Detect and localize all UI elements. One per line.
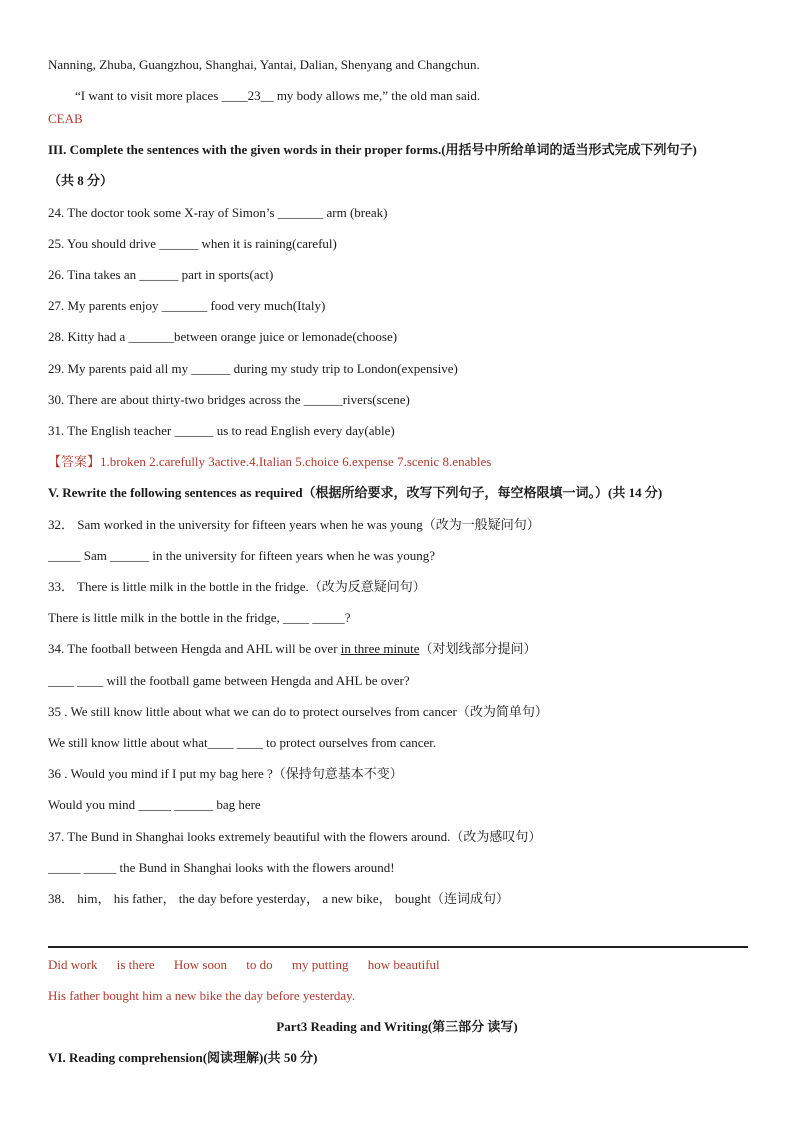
part-3-title: Part3 Reading and Writing(第三部分 读写) [276, 1019, 518, 1034]
question-34-text: 34. The football between Hengda and AHL will be over [48, 641, 341, 656]
quote-line: “I want to visit more places ____23__ my body allows me,” the old man said. [75, 88, 481, 103]
answer-38: His father bought him a new bike the day before yesterday. [48, 988, 356, 1003]
section-6-heading: VI. Reading comprehension(阅读理解)(共 50 分) [48, 1050, 318, 1065]
question-32-rewrite: _____ Sam ______ in the university for fifteen years when he was young? [48, 548, 436, 563]
question-36: 36 . Would you mind if I put my bag here ?（保持句意基本不变） [48, 766, 403, 781]
question-36-rewrite: Would you mind _____ ______ bag here [48, 797, 261, 812]
section-3-heading: III. Complete the sentences with the given words in their proper forms.(用括号中所给单词的适当形式完成下列句子) [48, 142, 697, 157]
answer-33: is there [116, 957, 155, 972]
question-28: 28. Kitty had a _______between orange juice or lemonade(choose) [48, 329, 398, 344]
question-38: 38． him， his father， the day before yesterday， a new bike， bought（连词成句） [48, 891, 510, 906]
question-24: 24. The doctor took some X-ray of Simon’s _______ arm (break) [48, 205, 388, 220]
cities-line: Nanning, Zhuba, Guangzhou, Shanghai, Yantai, Dalian, Shenyang and Changchun. [48, 57, 480, 72]
question-34-rewrite: ____ ____ will the football game between Hengda and AHL be over? [48, 673, 410, 688]
horizontal-divider [48, 946, 748, 948]
answer-34: How soon [173, 957, 227, 972]
question-32: 32． Sam worked in the university for fifteen years when he was young（改为一般疑问句） [48, 517, 540, 532]
question-29: 29. My parents paid all my ______ during my study trip to London(expensive) [48, 361, 458, 376]
answer-ceab: CEAB [48, 111, 83, 126]
question-31: 31. The English teacher ______ us to read English every day(able) [48, 423, 395, 438]
question-34 [48, 641, 754, 657]
question-35-rewrite: We still know little about what____ ____ to protect ourselves from cancer. [48, 735, 437, 750]
question-37-rewrite: _____ _____ the Bund in Shanghai looks with the flowers around! [48, 860, 395, 875]
question-34-underlined: in three minute [340, 641, 420, 656]
question-30: 30. There are about thirty-two bridges across the ______rivers(scene) [48, 392, 410, 407]
question-25: 25. You should drive ______ when it is raining(careful) [48, 236, 337, 251]
answer-32: Did work [48, 957, 98, 972]
question-37: 37. The Bund in Shanghai looks extremely beautiful with the flowers around.（改为感叹句） [48, 829, 542, 844]
answer-35: to do [246, 957, 273, 972]
question-27: 27. My parents enjoy _______ food very much(Italy) [48, 298, 326, 313]
section-3-score: （共 8 分） [48, 173, 114, 188]
question-26: 26. Tina takes an ______ part in sports(act) [48, 267, 274, 282]
section-5-heading: V. Rewrite the following sentences as required（根据所给要求，改写下列句子，每空格限填一词。）(共 14 分) [48, 485, 663, 500]
answer-37: how beautiful [367, 957, 440, 972]
question-35: 35 . We still know little about what we can do to protect ourselves from cancer（改为简单句） [48, 704, 548, 719]
answer-36: my putting [291, 957, 349, 972]
question-34-instruction: （对划线部分提问） [419, 641, 537, 656]
question-33: 33． There is little milk in the bottle in the fridge.（改为反意疑问句） [48, 579, 426, 594]
section-5-answers [48, 957, 754, 973]
section-3-answer: 【答案】1.broken 2.carefully 3active.4.Italian 5.choice 6.expense 7.scenic 8.enables [48, 454, 492, 469]
question-33-rewrite: There is little milk in the bottle in the fridge, ____ _____? [48, 610, 351, 625]
